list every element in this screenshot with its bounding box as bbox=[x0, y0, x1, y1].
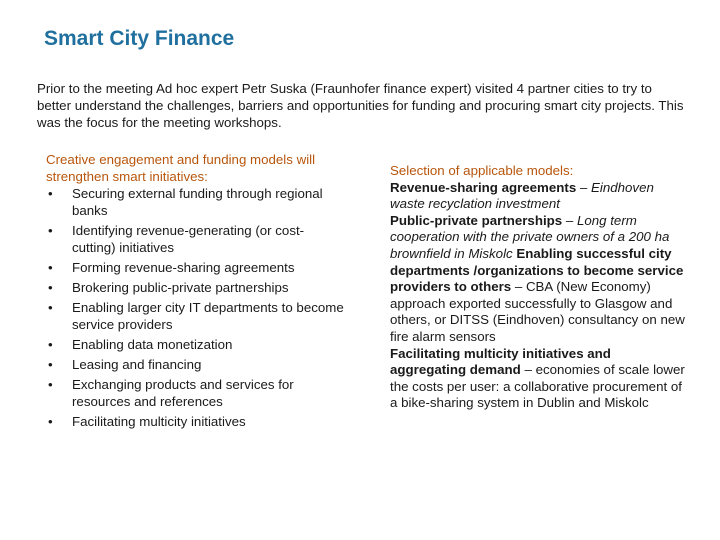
model-description: – Long term cooperation with the private owners of a 200 ha brownfield in Miskolc bbox=[390, 212, 670, 261]
list-item bbox=[46, 222, 346, 256]
model-description: – economies of scale lower the costs per user: a collaborative procurement of a bike-sharing system in Dublin and Miskolc bbox=[390, 362, 685, 411]
list-item bbox=[46, 185, 346, 219]
list-item-text: Exchanging products and services for resources and references bbox=[72, 377, 294, 409]
bullet-icon: • bbox=[48, 414, 53, 429]
slide-title: Smart City Finance bbox=[44, 27, 235, 50]
bullet-icon: • bbox=[48, 357, 53, 372]
list-item-text: Enabling data monetization bbox=[72, 337, 233, 352]
list-item bbox=[46, 259, 346, 276]
bullet-icon: • bbox=[48, 260, 53, 275]
model-description: – Eindhoven waste recyclation investment bbox=[390, 179, 654, 212]
funding-models-list bbox=[46, 185, 346, 430]
model-revenue-sharing bbox=[390, 180, 690, 213]
list-item-text: Brokering public-private partnerships bbox=[72, 280, 289, 295]
right-column bbox=[390, 163, 690, 412]
model-title: Revenue-sharing agreements bbox=[390, 179, 577, 195]
bullet-icon: • bbox=[48, 337, 53, 352]
list-item bbox=[46, 413, 346, 430]
list-item-text: Securing external funding through regional banks bbox=[72, 186, 323, 218]
bullet-icon: • bbox=[48, 280, 53, 295]
model-title: Public-private partnerships bbox=[390, 212, 563, 228]
model-title: Enabling successful city departments /organizations to become service providers to others bbox=[390, 245, 684, 295]
list-item-text: Facilitating multicity initiatives bbox=[72, 414, 246, 429]
list-item-text: Leasing and financing bbox=[72, 357, 202, 372]
list-item-text: Forming revenue-sharing agreements bbox=[72, 260, 295, 275]
bullet-icon: • bbox=[48, 186, 53, 201]
left-column bbox=[46, 151, 346, 433]
model-title: Facilitating multicity initiatives and aggregating demand bbox=[390, 345, 611, 378]
list-item bbox=[46, 376, 346, 410]
list-item bbox=[46, 336, 346, 353]
list-item bbox=[46, 356, 346, 373]
list-item-text: Enabling larger city IT departments to become service providers bbox=[72, 300, 344, 332]
model-multicity bbox=[390, 346, 690, 412]
model-public-private bbox=[390, 213, 690, 346]
model-description: – CBA (New Economy) approach exported successfully to Glasgow and others, or DITSS (Eindhoven) consultancy on new fire alarm sensors bbox=[390, 279, 685, 344]
right-heading: Selection of applicable models: bbox=[390, 163, 574, 178]
left-heading: Creative engagement and funding models will strengthen smart initiatives: bbox=[46, 152, 316, 184]
intro-paragraph: Prior to the meeting Ad hoc expert Petr Suska (Fraunhofer finance expert) visited 4 partner cities to try to better understand the challenges, barriers and opportunities for funding and procuring smart city projects. This was the focus for the meeting workshops. bbox=[37, 81, 684, 130]
bullet-icon: • bbox=[48, 223, 53, 238]
list-item bbox=[46, 299, 346, 333]
list-item-text: Identifying revenue-generating (or cost-cutting) initiatives bbox=[72, 223, 305, 255]
list-item bbox=[46, 279, 346, 296]
bullet-icon: • bbox=[48, 377, 53, 392]
bullet-icon: • bbox=[48, 300, 53, 315]
